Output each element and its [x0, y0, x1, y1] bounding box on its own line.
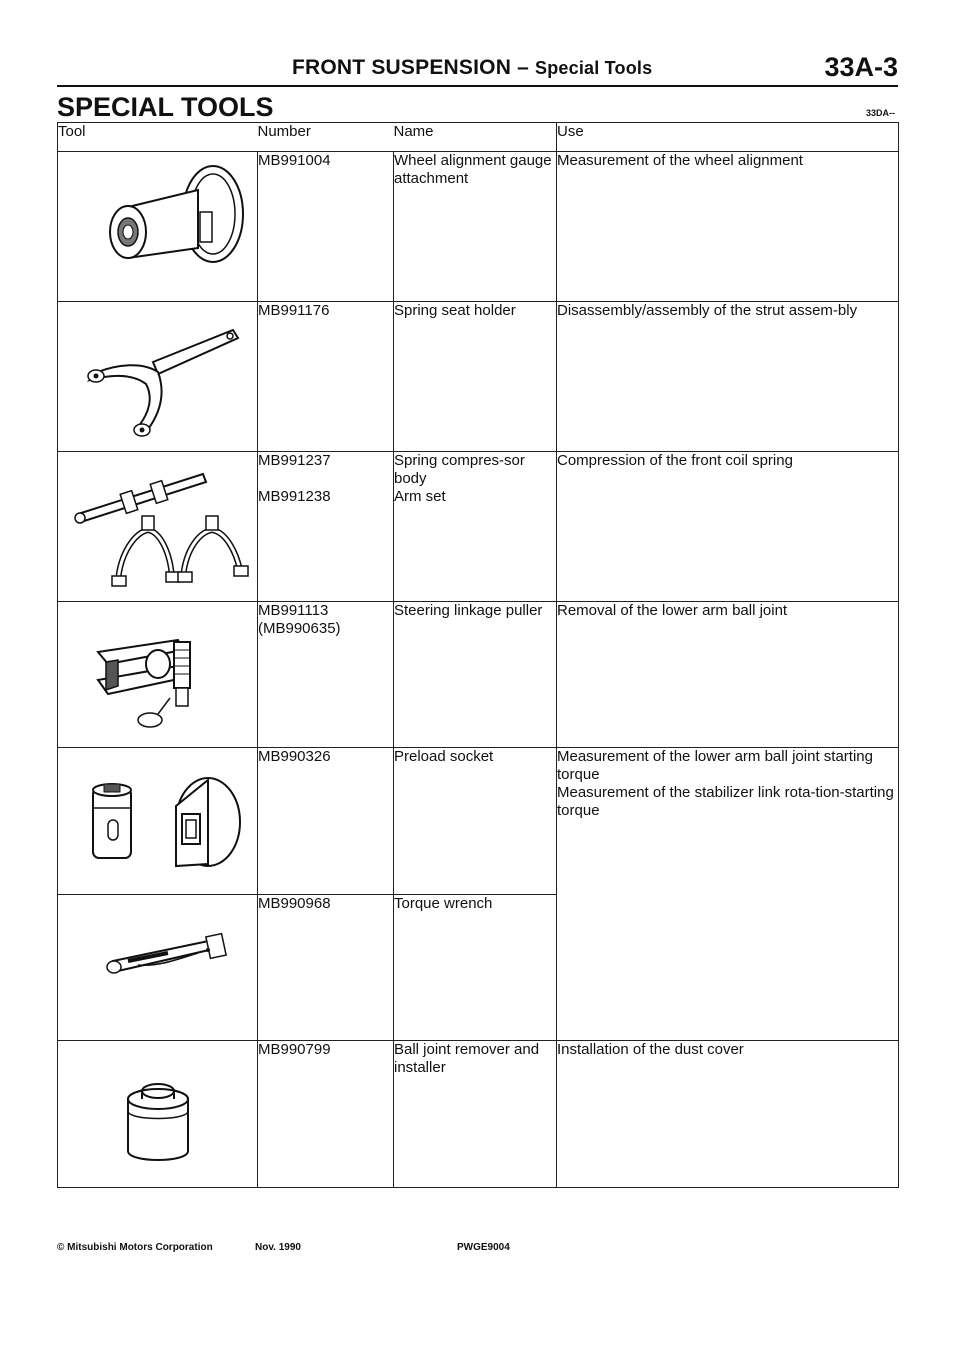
- tool-use: Disassembly/assembly of the strut assem-bly: [557, 302, 899, 452]
- tool-name: Torque wrench: [394, 895, 493, 912]
- ball-joint-remover-icon: [58, 1041, 258, 1188]
- section-title: SPECIAL TOOLS: [57, 92, 274, 122]
- tool-illustration-cell: [58, 452, 258, 602]
- tool-name: Preload socket: [394, 748, 494, 765]
- tool-illustration-cell: [58, 602, 258, 748]
- footer-date: Nov. 1990: [255, 1242, 301, 1253]
- tool-illustration-cell: [58, 152, 258, 302]
- header-separator: –: [511, 56, 536, 79]
- tool-use: Installation of the dust cover: [557, 1041, 899, 1188]
- tool-use: Compression of the front coil spring: [557, 452, 899, 602]
- col-header-tool: Tool: [58, 123, 258, 152]
- tool-name: Arm set: [394, 488, 446, 505]
- tool-number: MB991238: [258, 488, 331, 505]
- table-row: [58, 452, 899, 602]
- page-header: [0, 52, 960, 90]
- col-header-name: Name: [394, 123, 557, 152]
- col-header-use: Use: [557, 123, 899, 152]
- table-row: [58, 602, 899, 748]
- tool-name: Spring seat holder: [394, 302, 516, 319]
- tool-illustration-cell: [58, 1041, 258, 1188]
- tool-illustration-cell: [58, 302, 258, 452]
- tool-number: MB990968: [258, 895, 331, 912]
- tool-illustration-cell: [58, 748, 258, 895]
- wheel-alignment-gauge-attachment-icon: [58, 152, 258, 302]
- tool-number: MB990799: [258, 1041, 331, 1058]
- tool-number: MB991237: [258, 452, 331, 469]
- special-tools-table: [57, 122, 899, 1188]
- tool-name: Wheel alignment gauge attachment: [394, 152, 552, 187]
- footer-copyright: © Mitsubishi Motors Corporation: [57, 1242, 213, 1253]
- table-row: [58, 152, 899, 302]
- spring-compressor-icon: [58, 452, 258, 602]
- tool-number: MB991004: [258, 152, 331, 169]
- tool-use: Removal of the lower arm ball joint: [557, 602, 899, 748]
- tool-number: MB991113: [258, 602, 329, 619]
- footer-doc-code: PWGE9004: [457, 1242, 510, 1253]
- preload-socket-icon: [58, 748, 258, 895]
- table-header-row: [58, 123, 899, 152]
- col-header-number: Number: [258, 123, 394, 152]
- tool-number: (MB990635): [258, 620, 341, 637]
- torque-wrench-icon: [58, 895, 258, 1041]
- section-code: 33DA--: [866, 108, 896, 118]
- table-row: [58, 748, 899, 895]
- tool-number: MB991176: [258, 302, 330, 319]
- tool-name: Ball joint remover and installer: [394, 1041, 540, 1076]
- header-section: FRONT SUSPENSION: [292, 56, 512, 79]
- tool-name: Steering linkage puller: [394, 602, 543, 619]
- tool-name: Spring compres-sor body: [394, 452, 525, 487]
- tool-illustration-cell: [58, 895, 258, 1041]
- steering-linkage-puller-icon: [58, 602, 258, 748]
- table-row: [58, 1041, 899, 1188]
- tool-number: MB990326: [258, 748, 331, 765]
- tool-use: Measurement of the wheel alignment: [557, 152, 899, 302]
- header-subsection: Special Tools: [535, 58, 653, 78]
- table-row: [58, 302, 899, 452]
- tool-use: Measurement of the lower arm ball joint starting torque Measurement of the stabilizer link rota-tion-starting torque: [557, 748, 899, 1041]
- spring-seat-holder-icon: [58, 302, 258, 452]
- header-rule: [57, 85, 898, 87]
- page-code: 33A-3: [824, 52, 898, 82]
- header-title: [292, 56, 652, 80]
